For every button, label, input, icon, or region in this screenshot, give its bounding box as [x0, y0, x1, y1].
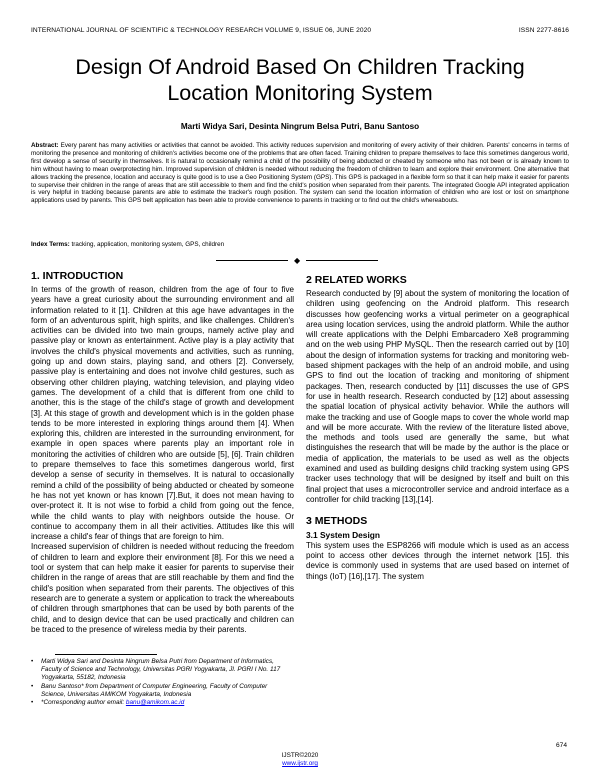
journal-name: INTERNATIONAL JOURNAL OF SCIENTIFIC & TECHNOLOGY RESEARCH VOLUME 9, ISSUE 06, JUNE 2020: [31, 27, 372, 34]
index-terms-label: Index Terms:: [31, 241, 70, 248]
title-line-2: Location Monitoring System: [167, 81, 433, 105]
diamond-icon: ◆: [294, 256, 301, 265]
index-terms: [31, 241, 569, 248]
index-terms-text: tracking, application, monitoring system, GPS, children: [71, 241, 225, 248]
separator-line-left: [216, 260, 288, 261]
heading-related-works: 2 RELATED WORKS: [306, 274, 407, 286]
footnote-item: [31, 683, 286, 699]
page-footer: [0, 752, 600, 768]
abstract: [31, 142, 569, 205]
heading-methods: 3 METHODS: [306, 515, 368, 528]
issn: ISSN 2277-8616: [518, 27, 569, 34]
bullet-icon: •: [31, 658, 34, 665]
footnote-text: Banu Santoso* from Department of Computer Engineering, Faculty of Computer Science, Universitas AMIKOM Yogyakarta, Indonesia: [41, 682, 268, 698]
title-line-1: Design Of Android Based On Children Tracking: [75, 55, 525, 79]
footnote-rule: [55, 654, 157, 655]
right-column: [306, 270, 569, 582]
bullet-icon: •: [31, 682, 34, 690]
authors: Marti Widya Sari, Desinta Ningrum Belsa Putri, Banu Santoso: [180, 122, 420, 131]
running-header: [31, 27, 569, 37]
intro-paragraph-1: In terms of the growth of reason, children from the age of four to five years have a great curiosity about the surrounding environment and all information related to it [1]. Children at this age have advantages in the form of an adventurous spirit, high spirits, and like challenges. Children's activities can be divided into two main groups, namely active play and passive play or known as entertainment. Active play is a play activity that involves the child's physical movements and activities, such as running, going up and down stairs, playing sand, and others [2]. Conversely, passive play is entertaining and does not involve child gestures, such as observing other children playing, watching television, and playing video games. The development of a child that is different from one child to another, this is the stage of the child's stage of growth and development [3]. At this stage of growth and development which is in the golden phase tends to be more interested in exploring things around them [4]. When exploring this, children are interested in the surrounding environment, for example in open spaces where parents play an important role in monitoring the activities of children who are outside [5], [6]. Train children to prepare themselves to face this sometimes dangerous world, first develop a sense of security in themselves. It is natural to occasionally remind a child of the possibility of being abducted or cheated by someone he has not yet known or has known [7].But, it does not mean having to over-protect it. It is not wise to forbid a child from going out the fence, while the child wants to play with neighbors outside the house. Or continue to accompany them in all their activities. Attitudes like this will increase a child's fear of things that are foreign to him.: [31, 285, 294, 542]
journal-url-link[interactable]: www.ijstr.org: [282, 760, 318, 767]
abstract-label: Abstract:: [31, 142, 59, 149]
footnote-text: Marti Widya Sari and Desinta Ningrum Belsa Putri from Department of Informatics, Faculty of Science and Technology, Universitas PGRI Yogyakarta, Jl. PGRI I No. 117 Yogyakarta, 55182, Indonesia: [41, 658, 281, 682]
footnote-corresponding: [31, 699, 286, 707]
footnotes: [31, 658, 286, 708]
copyright: IJSTR©2020: [281, 752, 319, 759]
heading-system-design: 3.1 System Design: [306, 530, 381, 541]
separator-line-right: [306, 260, 378, 261]
related-paragraph-1: Research conducted by [9] about the system of monitoring the location of children using geofencing on the Android platform. This research discusses how geofencing works a virtual perimeter on a geographical area using location services, using the android platform. While the author will create applications with the Delphi Embarcadero Xe8 programming and on the web using PHP MySQL. Then the research carried out by [10] about the design of information systems for tracking and monitoring web-based shipment packages with the help of an android mobile, and using GPS to find out the location of tracking and monitoring of shipment packages. Then, research conducted by [11] discusses the use of GPS for use in health research. Research conducted by [12] about assessing the spatial location of physical activity behavior. While the authors will make the tracking and use of Google maps to cover the whole world map and will be more accurate. With the review of the literature listed above, the methods and tools used are generally the same, but what distinguishes the research that will be made by the author is the place or media of application, the materials to be used as well as the objects examined and used as building designs child tracking system using GPS tracker uses technology that will be designed by itself and built on this final project that uses a microcontroller service and android interface as a controller for child tracking [13],[14].: [306, 289, 569, 504]
corresponding-label: *Corresponding author email:: [41, 699, 126, 707]
page-number: 674: [555, 742, 567, 749]
abstract-text: Every parent has many activities or activities that cannot be avoided. This activity reduces supervision and monitoring of every activity of their children. Parents' concerns in terms of monitoring the presence and monitoring of children's activities become one of the problems that are often faced. Training children to prepare themselves to face this sometimes dangerous world, first develop a sense of security in themselves. It is natural to occasionally remind a child of the possibility of being abducted or cheated by someone who has not been or is already known to him without having to mean overprotecting him. Improved supervision of children is needed without reducing the freedom of children to learn and explore their environment. One alternative that allows tracking the presence, location and accuracy is quite good is to use a Geo Positioning System (GPS). This GPS is packaged in a flexible form so that it can help make it easier for parents to supervise their children in the range of areas that are still accessible to them and find the child's position when separated from their parents. The integrated Google API integrated application is very helpful in tracking because parents are able to estimate the tracker's rough position. The system can send the location information of children who are lost or lost on smartphone applications used by parents. This GPS belt application has been able to provide convenience to parents in tracking or to find out the child's whereabouts.: [31, 142, 570, 205]
heading-introduction: 1. INTRODUCTION: [31, 270, 124, 282]
intro-paragraph-2: Increased supervision of children is needed without reducing the freedom of children to learn and explore their environment [8]. For this we need a tool or system that can help make it easier for parents to supervise their children in the range of areas that are still reachable by them and find the child's position when separated from their parents. The objectives of this research are to generate a system or application to track the whereabouts of children through smartphones that can be used by both parents of the child, and to design device that can be used practically and children can be traced to the presence of wireless media by their parents.: [31, 542, 295, 634]
bullet-icon: •: [31, 699, 34, 707]
section-separator: [0, 256, 600, 266]
left-column: [31, 270, 294, 635]
system-paragraph-1: This system uses the ESP8266 wifi module which is used as an access point to access other devices through the internet network [15]. this device is commonly used in systems that are used based on internet of things (IoT) [16],[17]. The system: [306, 540, 569, 581]
corresponding-email-link[interactable]: banu@amikom.ac.id: [125, 699, 185, 707]
footnote-item: [31, 658, 286, 682]
paper-title: [30, 54, 570, 106]
